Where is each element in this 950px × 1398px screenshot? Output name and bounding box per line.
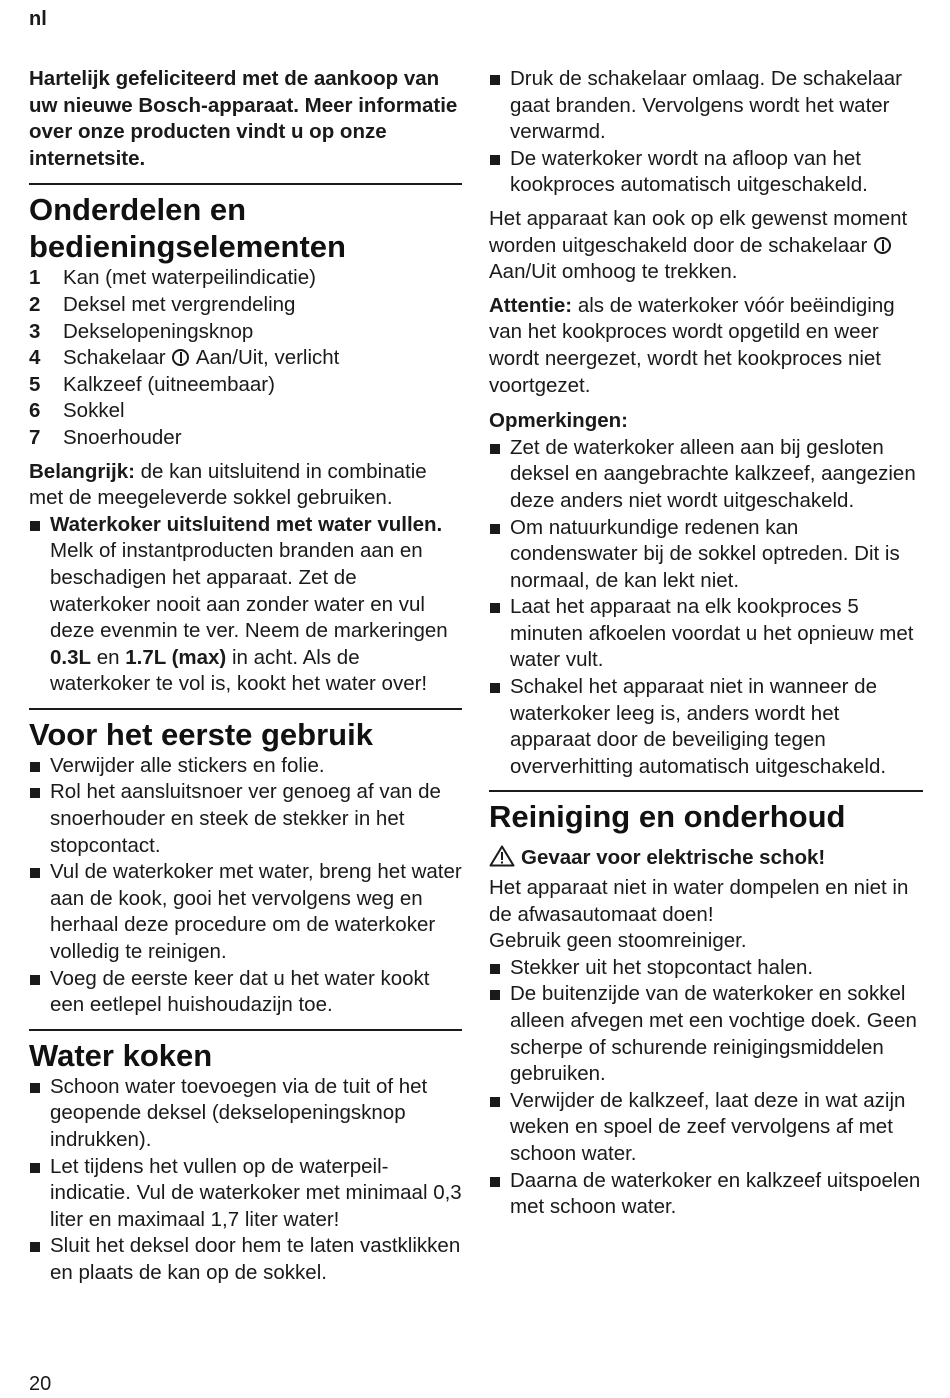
notes-list bbox=[489, 435, 923, 781]
parts-list-item: 6 Sokkel bbox=[29, 399, 125, 423]
list-item: Voeg de eerste keer dat u het water kookt een eetlepel huishoudazijn toe. bbox=[29, 966, 462, 1019]
list-item: Schakel het apparaat niet in wanneer de waterkoker leeg is, anders wordt het apparaat door de beveiliging tegen oververhitting automatisch uitgeschakeld. bbox=[489, 674, 923, 780]
list-item: Om natuurkundige redenen kan condenswater bij de sokkel optreden. Dit is normaal, de kan lekt niet. bbox=[489, 515, 923, 595]
list-item: Let tijdens het vullen op de waterpeilindicatie. Vul de waterkoker met minimaal 0,3 liter en maximaal 1,7 liter water! bbox=[29, 1154, 462, 1234]
parts-list-item: 1 Kan (met waterpeilindicatie) bbox=[29, 266, 316, 290]
list-item: Laat het apparaat na elk kookproces 5 minuten afkoelen voordat u het opnieuw met water vult. bbox=[489, 594, 923, 674]
parts-list-item: 2 Deksel met vergrendeling bbox=[29, 292, 296, 316]
list-item: Stekker uit het stopcontact halen. bbox=[489, 955, 923, 982]
language-code: nl bbox=[29, 8, 47, 30]
list-item: Druk de schakelaar omlaag. De schakelaar gaat branden. Vervolgens wordt het water verwarmd. bbox=[489, 66, 923, 146]
attention-note: Attentie: als de waterkoker vóór beëindiging van het kookproces wordt opgetild en weer wordt neergezet, wordt het kookproces niet voortgezet. bbox=[489, 293, 895, 397]
power-switch-icon bbox=[172, 349, 189, 366]
parts-list bbox=[29, 265, 462, 451]
warning-text: Gebruik geen stoomreiniger. bbox=[489, 929, 747, 953]
list-item: Zet de waterkoker alleen aan bij gesloten deksel en aangebrachte kalkzeef, aangezien deze anders niet wordt uitgeschakeld. bbox=[489, 435, 923, 515]
first-use-list bbox=[29, 753, 462, 1019]
list-item: Daarna de waterkoker en kalkzeef uitspoelen met schoon water. bbox=[489, 1168, 923, 1221]
power-switch-icon bbox=[874, 237, 891, 254]
intro-text: Hartelijk gefeliciteerd met de aankoop van uw nieuwe Bosch-apparaat. Meer informatie over onze producten vindt u op onze internetsite. bbox=[29, 67, 458, 170]
right-column bbox=[489, 66, 923, 1221]
boiling-list bbox=[29, 1074, 462, 1287]
switch-off-text: Het apparaat kan ook op elk gewenst moment worden uitgeschakeld door de schakelaar Aan/Uit omhoog te trekken. bbox=[489, 206, 908, 284]
page-number: 20 bbox=[29, 1373, 52, 1395]
section-title-cleaning: Reiniging en onderhoud bbox=[489, 790, 923, 835]
list-item: Rol het aansluitsnoer ver genoeg af van de snoerhouder en steek de stekker in het stopcontact. bbox=[29, 779, 462, 859]
parts-list-item: 5 Kalkzeef (uitneembaar) bbox=[29, 372, 275, 396]
list-item: Sluit het deksel door hem te laten vastklikken en plaats de kan op de sokkel. bbox=[29, 1233, 462, 1286]
warning-triangle-icon bbox=[489, 845, 515, 875]
boiling-list-continued bbox=[489, 66, 923, 199]
fill-warning-list bbox=[29, 512, 462, 698]
important-note: Belangrijk: de kan uitsluitend in combinatie met de meegeleverde sokkel gebruiken. bbox=[29, 459, 427, 510]
list-item: Verwijder de kalkzeef, laat deze in wat azijn weken en spoel de zeef vervolgens af met schoon water. bbox=[489, 1088, 923, 1168]
electric-shock-warning: Gevaar voor elektrische schok! bbox=[489, 845, 923, 875]
left-column bbox=[29, 66, 462, 1287]
parts-list-item: 3 Dekselopeningsknop bbox=[29, 319, 254, 343]
list-item: Schoon water toevoegen via de tuit of het geopende deksel (dekselopeningsknop indrukken). bbox=[29, 1074, 462, 1154]
section-title-parts: Onderdelen en bedieningselementen bbox=[29, 183, 462, 265]
list-item: De buitenzijde van de waterkoker en sokkel alleen afvegen met een vochtige doek. Geen scherpe of schurende reinigingsmiddelen gebruiken. bbox=[489, 981, 923, 1087]
list-item: Vul de waterkoker met water, breng het water aan de kook, gooi het vervolgens weg en herhaal deze procedure om de waterkoker volledig te reinigen. bbox=[29, 859, 462, 965]
warning-text: Het apparaat niet in water dompelen en niet in de afwasautomaat doen! bbox=[489, 876, 909, 926]
list-item: Waterkoker uitsluitend met water vullen. Melk of instantproducten branden aan en beschadigen het apparaat. Zet de waterkoker nooit aan zonder water en vul deze evenmin te ver. Neem de markeringen 0.3L en 1.7L (max) in acht. Als de waterkoker te vol is, kookt het water over! bbox=[29, 512, 462, 698]
section-title-boiling: Water koken bbox=[29, 1029, 462, 1074]
list-item: De waterkoker wordt na afloop van het kookproces automatisch uitgeschakeld. bbox=[489, 146, 923, 199]
list-item: Verwijder alle stickers en folie. bbox=[29, 753, 462, 780]
parts-list-item: 4 Schakelaar Aan/Uit, verlicht bbox=[29, 346, 340, 370]
cleaning-list bbox=[489, 955, 923, 1221]
notes-label: Opmerkingen: bbox=[489, 409, 628, 433]
parts-list-item: 7 Snoerhouder bbox=[29, 425, 182, 449]
section-title-first-use: Voor het eerste gebruik bbox=[29, 708, 462, 753]
